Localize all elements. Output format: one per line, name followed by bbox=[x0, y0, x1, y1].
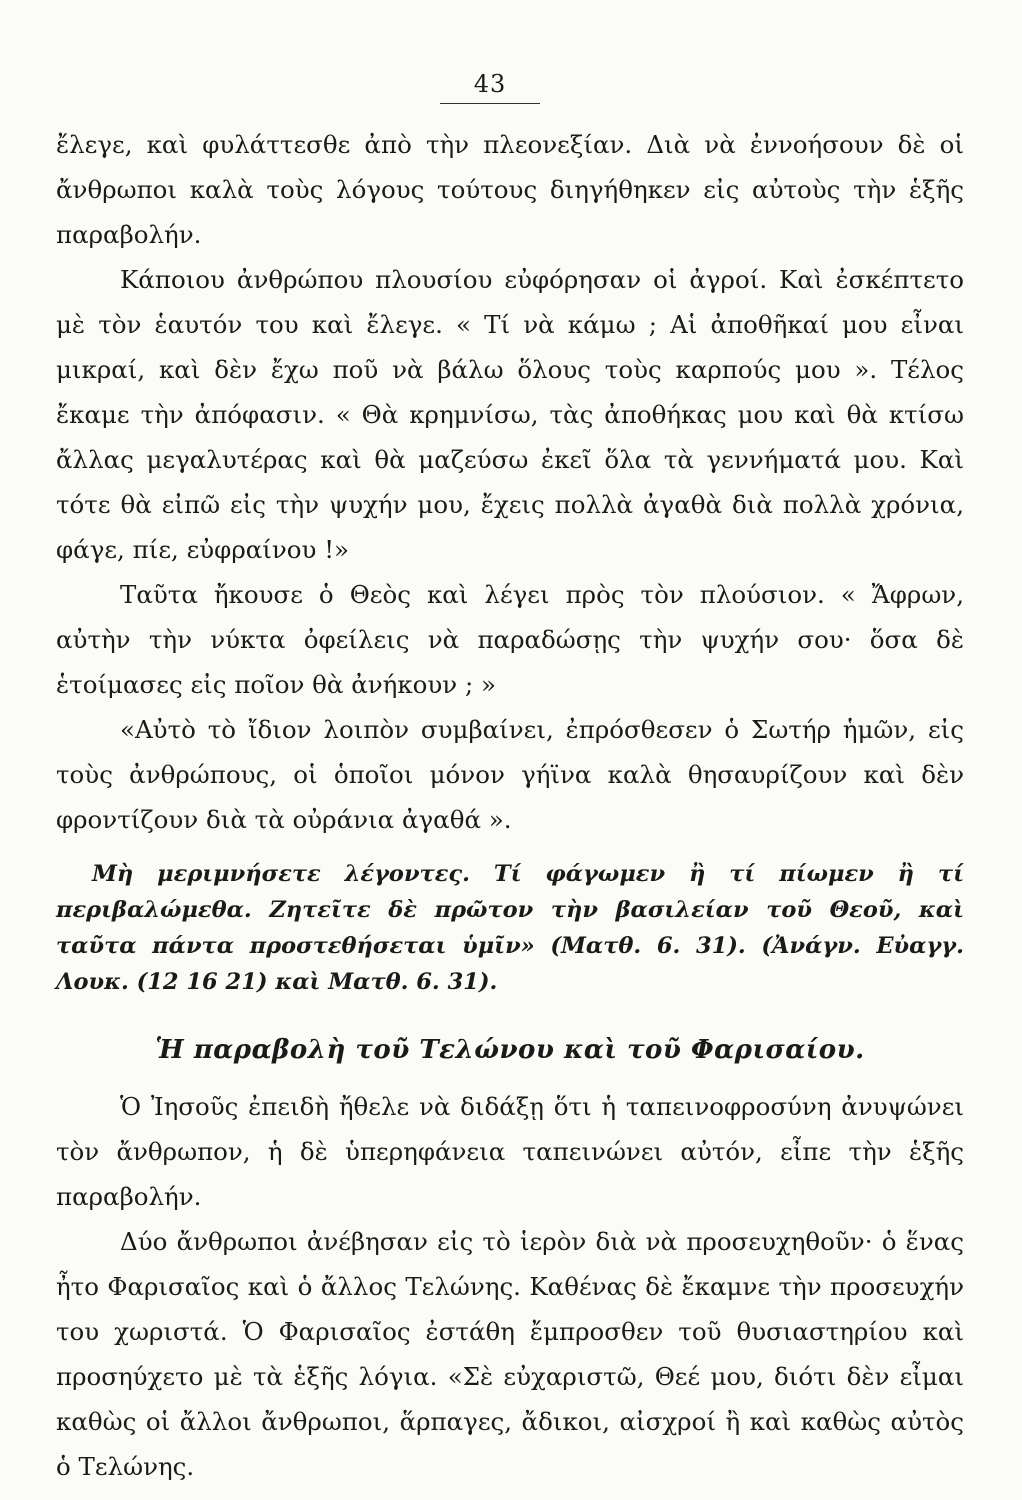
paragraph: Ὁ Ἰησοῦς ἐπειδὴ ἤθελε νὰ διδάξῃ ὅτι ἡ ταπεινοφροσύνη ἀνυψώνει τὸν ἄνθρωπον, ἡ δὲ ὑπερηφάνεια ταπεινώνει αὐτόν, εἶπε τὴν ἑξῆς παραβολήν. bbox=[56, 1092, 964, 1211]
paragraph: Δύο ἄνθρωποι ἀνέβησαν εἰς τὸ ἱερὸν διὰ νὰ προσευχηθοῦν· ὁ ἕνας ἦτο Φαρισαῖος καὶ ὁ ἄλλος Τελώνης. Καθένας δὲ ἔκαμνε τὴν προσευχήν του χωριστά. Ὁ Φαρισαῖος ἐστάθη ἔμπροσθεν τοῦ θυσιαστηρίου καὶ προσηύχετο μὲ τὰ ἑξῆς λόγια. «Σὲ εὐχαριστῶ, Θεέ μου, διότι δὲν εἶμαι καθὼς οἱ ἄλλοι ἄνθρωποι, ἅρπαγες, ἄδικοι, αἰσχροί ἢ καὶ καθὼς αὐτὸς ὁ Τελώνης. bbox=[56, 1227, 964, 1481]
paragraph: ἔλεγε, καὶ φυλάττεσθε ἀπὸ τὴν πλεονεξίαν. Διὰ νὰ ἐννοήσουν δὲ οἱ ἄνθρωποι καλὰ τοὺς λόγους τούτους διηγήθηκεν εἰς αὐτοὺς τὴν ἑξῆς παραβολήν. bbox=[56, 130, 964, 249]
paragraph: «Αὐτὸ τὸ ἴδιον λοιπὸν συμβαίνει, ἐπρόσθεσεν ὁ Σωτήρ ἡμῶν, εἰς τοὺς ἀνθρώπους, οἱ ὁποῖοι μόνον γήϊνα καλὰ θησαυρίζουν καὶ δὲν φροντίζουν διὰ τὰ οὐράνια ἀγαθά ». bbox=[56, 715, 964, 834]
page-number: 43 bbox=[473, 70, 507, 98]
page-number-rule bbox=[440, 103, 540, 104]
paragraph: Κάποιου ἀνθρώπου πλουσίου εὐφόρησαν οἱ ἀγροί. Καὶ ἐσκέπτετο μὲ τὸν ἑαυτόν του καὶ ἔλεγε. « Τί νὰ κάμω ; Αἱ ἀποθῆκαί μου εἶναι μικραί, καὶ δὲν ἔχω ποῦ νὰ βάλω ὅλους τοὺς καρπούς μου ». Τέλος ἔκαμε τὴν ἀπόφασιν. « Θὰ κρημνίσω, τὰς ἀποθήκας μου καὶ θὰ κτίσω ἄλλας μεγαλυτέρας καὶ θὰ μαζεύσω ἐκεῖ ὅλα τὰ γεννήματά μου. Καὶ τότε θὰ εἰπῶ εἰς τὴν ψυχήν μου, ἔχεις πολλὰ ἀγαθὰ διὰ πολλὰ χρόνια, φάγε, πίε, εὐφραίνου !» bbox=[56, 265, 964, 564]
body-text bbox=[56, 122, 964, 1489]
paragraph: Ταῦτα ἤκουσε ὁ Θεὸς καὶ λέγει πρὸς τὸν πλούσιον. « Ἄφρων, αὐτὴν τὴν νύκτα ὀφείλεις νὰ παραδώσῃς τὴν ψυχήν σου· ὅσα δὲ ἑτοίμασες εἰς ποῖον θὰ ἀνήκουν ; » bbox=[56, 580, 964, 699]
scripture-quote: Μὴ μεριμνήσετε λέγοντες. Τί φάγωμεν ἢ τί πίωμεν ἢ τί περιβαλώμεθα. Ζητεῖτε δὲ πρῶτον τὴν βασιλείαν τοῦ Θεοῦ, καὶ ταῦτα πάντα προστεθήσεται ὑμῖν» (Ματθ. 6. 31). (Ἀνάγν. Εὐαγγ. Λουκ. (12 16 21) καὶ Ματθ. 6. 31). bbox=[56, 861, 964, 995]
section-heading: Ἡ παραβολὴ τοῦ Τελώνου καὶ τοῦ Φαρισαίου. bbox=[155, 1035, 865, 1065]
